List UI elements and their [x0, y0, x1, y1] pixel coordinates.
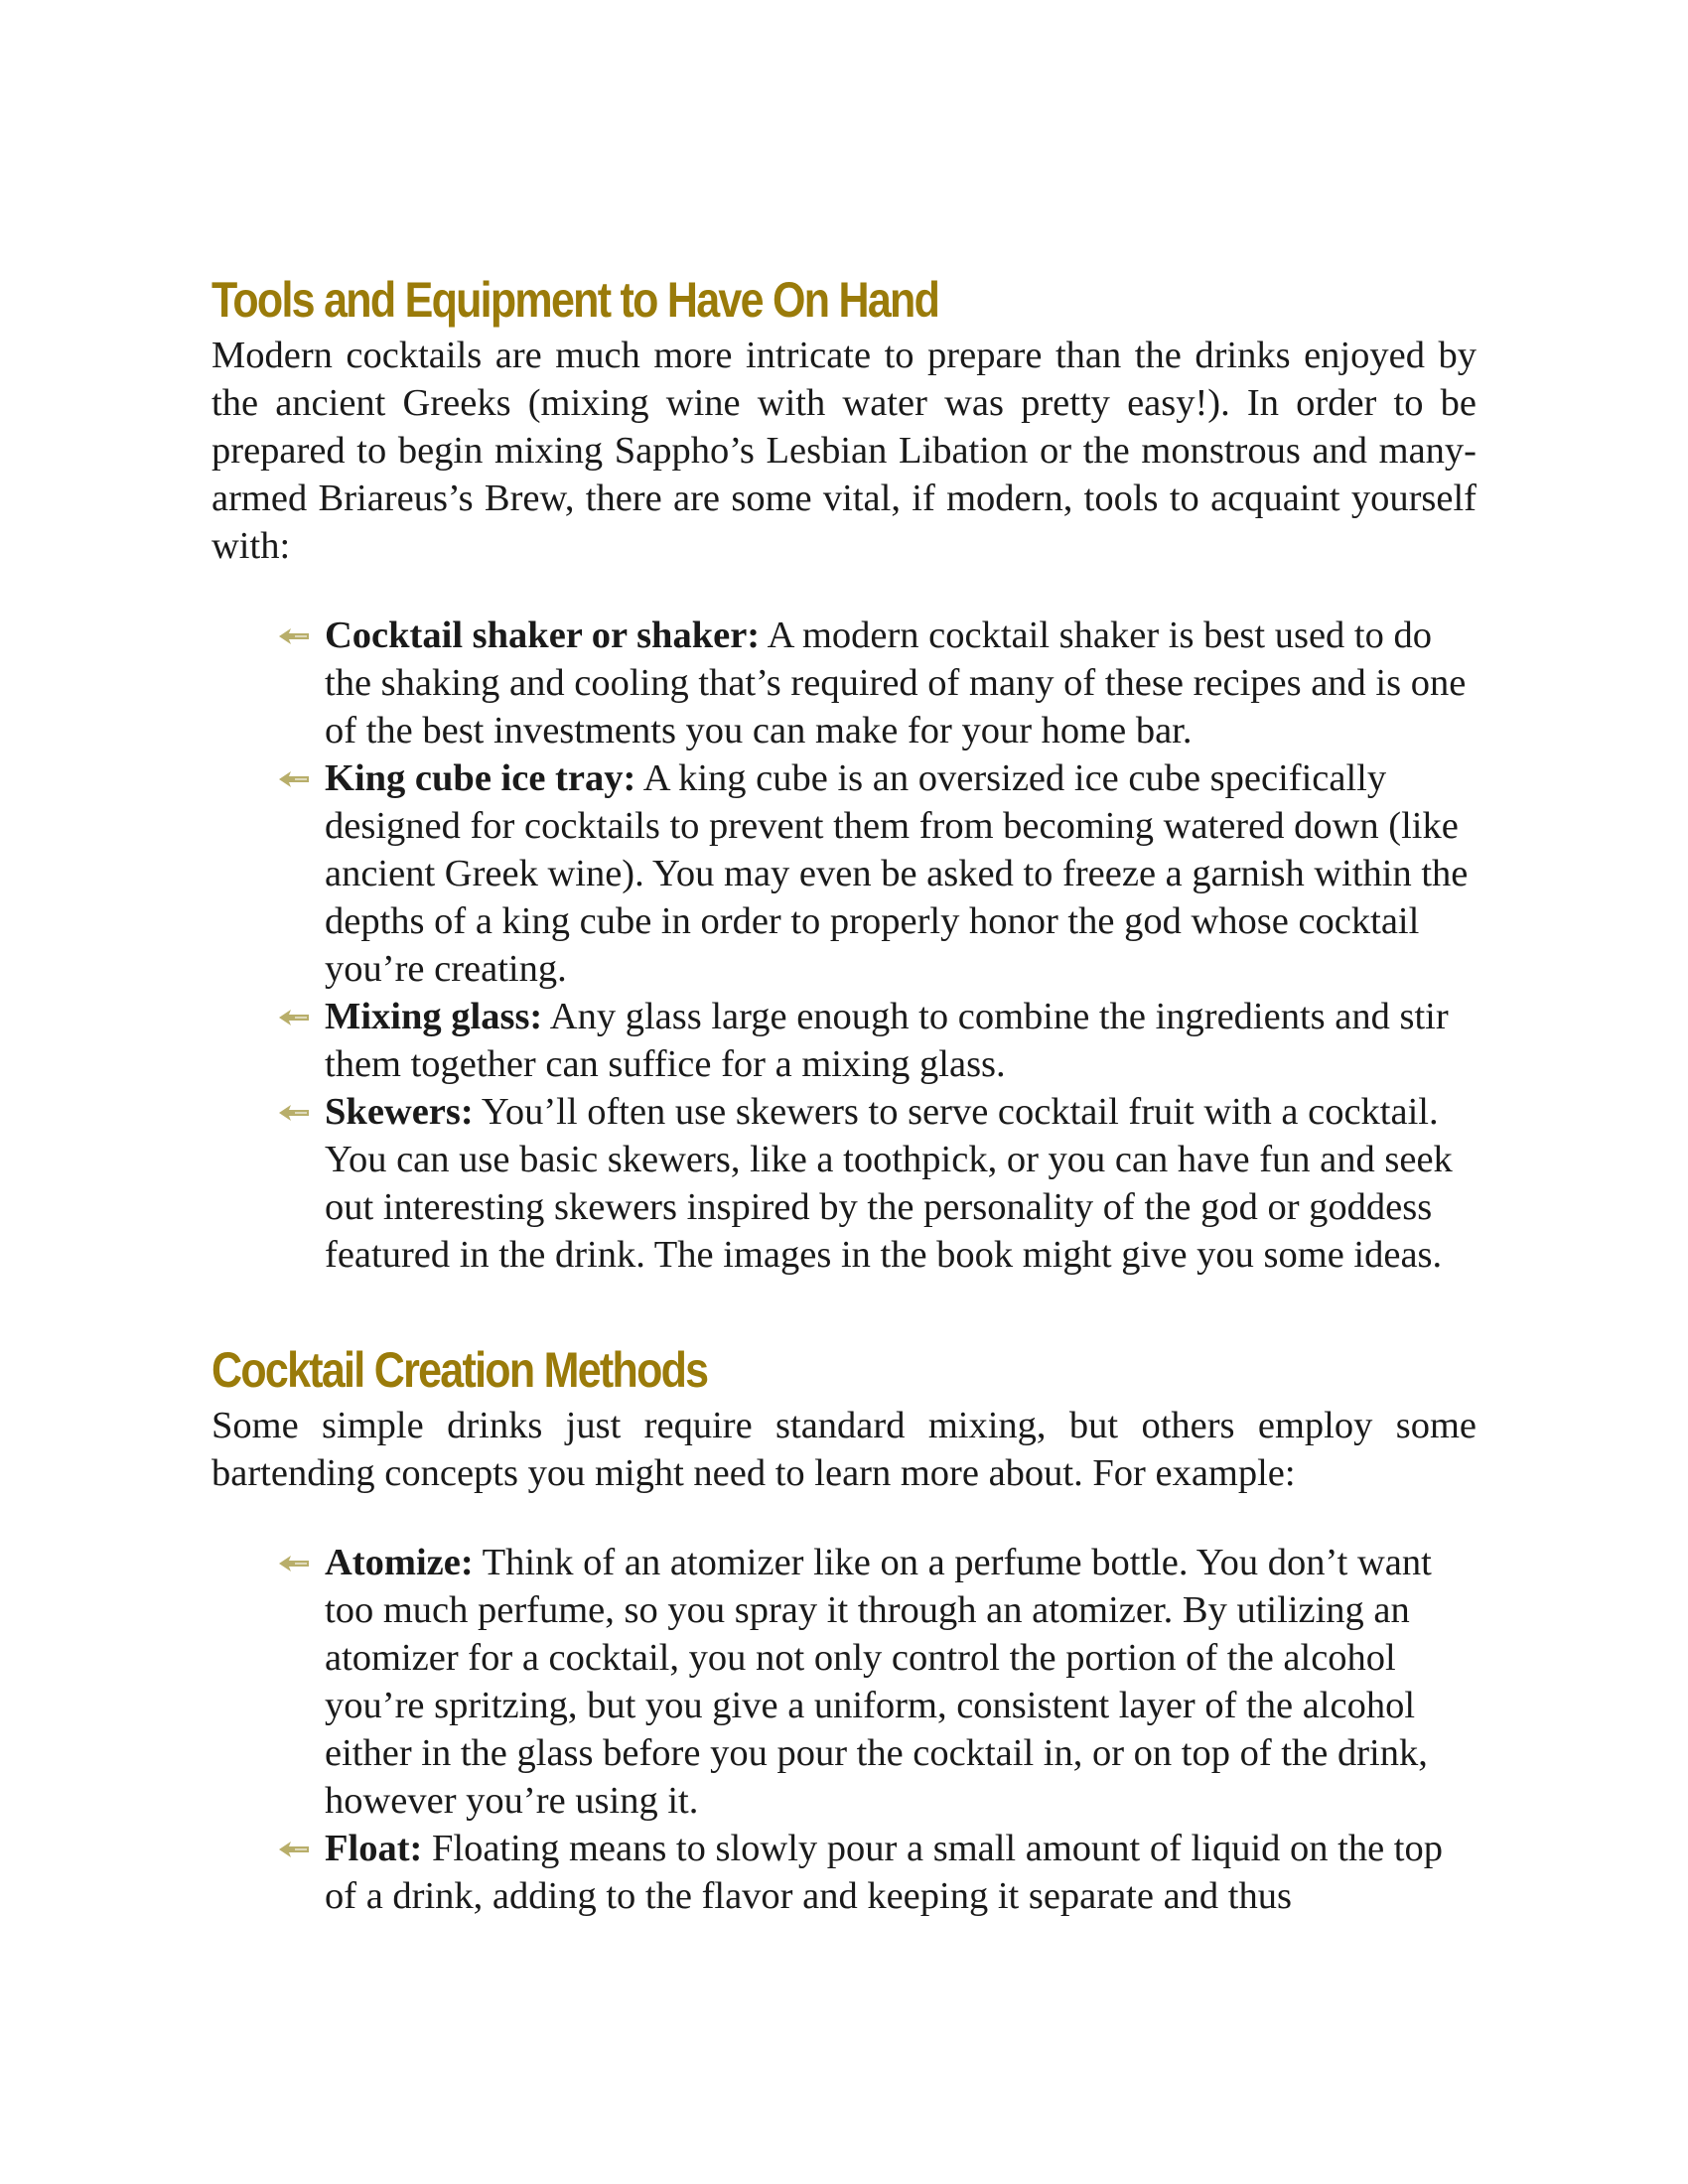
- item-text: A modern cocktail shaker is best used to do the shaking and cooling that’s required of many of these recipes and is one of the best investments you can make for your home bar.: [325, 614, 1467, 751]
- section-heading-tools: Tools and Equipment to Have On Hand: [211, 272, 939, 328]
- tools-list: [211, 612, 1477, 1279]
- list-item: [211, 754, 1477, 993]
- list-item: [211, 1825, 1477, 1920]
- arrow-bullet-icon: [277, 769, 311, 789]
- item-term: Cocktail shaker or shaker:: [325, 614, 761, 656]
- arrow-bullet-icon: [277, 1554, 311, 1573]
- methods-list: [211, 1539, 1477, 1920]
- section-heading-methods: Cocktail Creation Methods: [211, 1342, 708, 1398]
- list-item: [211, 612, 1477, 754]
- arrow-bullet-icon: [277, 1008, 311, 1027]
- item-term: Atomize:: [325, 1542, 474, 1583]
- section-intro-tools: Modern cocktails are much more intricate to prepare than the drinks enjoyed by the ancient Greeks (mixing wine with water was pretty easy!). In order to be prepared to begin mixing Sappho’s Lesbian Libation or the monstrous and many-armed Briareus’s Brew, there are some vital, if modern, tools to acquaint yourself with:: [211, 335, 1477, 567]
- item-text: Any glass large enough to combine the ingredients and stir them together can suffice for a mixing glass.: [325, 996, 1449, 1085]
- item-text: Think of an atomizer like on a perfume bottle. You don’t want too much perfume, so you spray it through an atomizer. By utilizing an atomizer for a cocktail, you not only control the portion of the alcohol you’re spritzing, but you give a uniform, consistent layer of the alcohol either in the glass before you pour the cocktail in, or on top of the drink, however you’re using it.: [325, 1542, 1432, 1822]
- item-term: King cube ice tray:: [325, 757, 636, 799]
- arrow-bullet-icon: [277, 1840, 311, 1859]
- section-intro-methods: Some simple drinks just require standard mixing, but others employ some bartending concepts you might need to learn more about. For example:: [211, 1405, 1477, 1494]
- arrow-bullet-icon: [277, 1103, 311, 1123]
- list-item: [211, 993, 1477, 1088]
- item-text: You’ll often use skewers to serve cocktail fruit with a cocktail. You can use basic skewers, like a toothpick, or you can have fun and seek out interesting skewers inspired by the personality of the god or goddess featured in the drink. The images in the book might give you some ideas.: [325, 1091, 1453, 1276]
- item-term: Mixing glass:: [325, 996, 543, 1037]
- item-term: Float:: [325, 1828, 423, 1869]
- list-item: [211, 1088, 1477, 1279]
- list-item: [211, 1539, 1477, 1825]
- page-content: [211, 268, 1477, 1920]
- item-text: Floating means to slowly pour a small amount of liquid on the top of a drink, adding to the flavor and keeping it separate and thus: [325, 1828, 1443, 1917]
- item-text: A king cube is an oversized ice cube specifically designed for cocktails to prevent them from becoming watered down (like ancient Greek wine). You may even be asked to freeze a garnish within the depths of a king cube in order to properly honor the god whose cocktail you’re creating.: [325, 757, 1469, 990]
- item-term: Skewers:: [325, 1091, 474, 1133]
- arrow-bullet-icon: [277, 626, 311, 646]
